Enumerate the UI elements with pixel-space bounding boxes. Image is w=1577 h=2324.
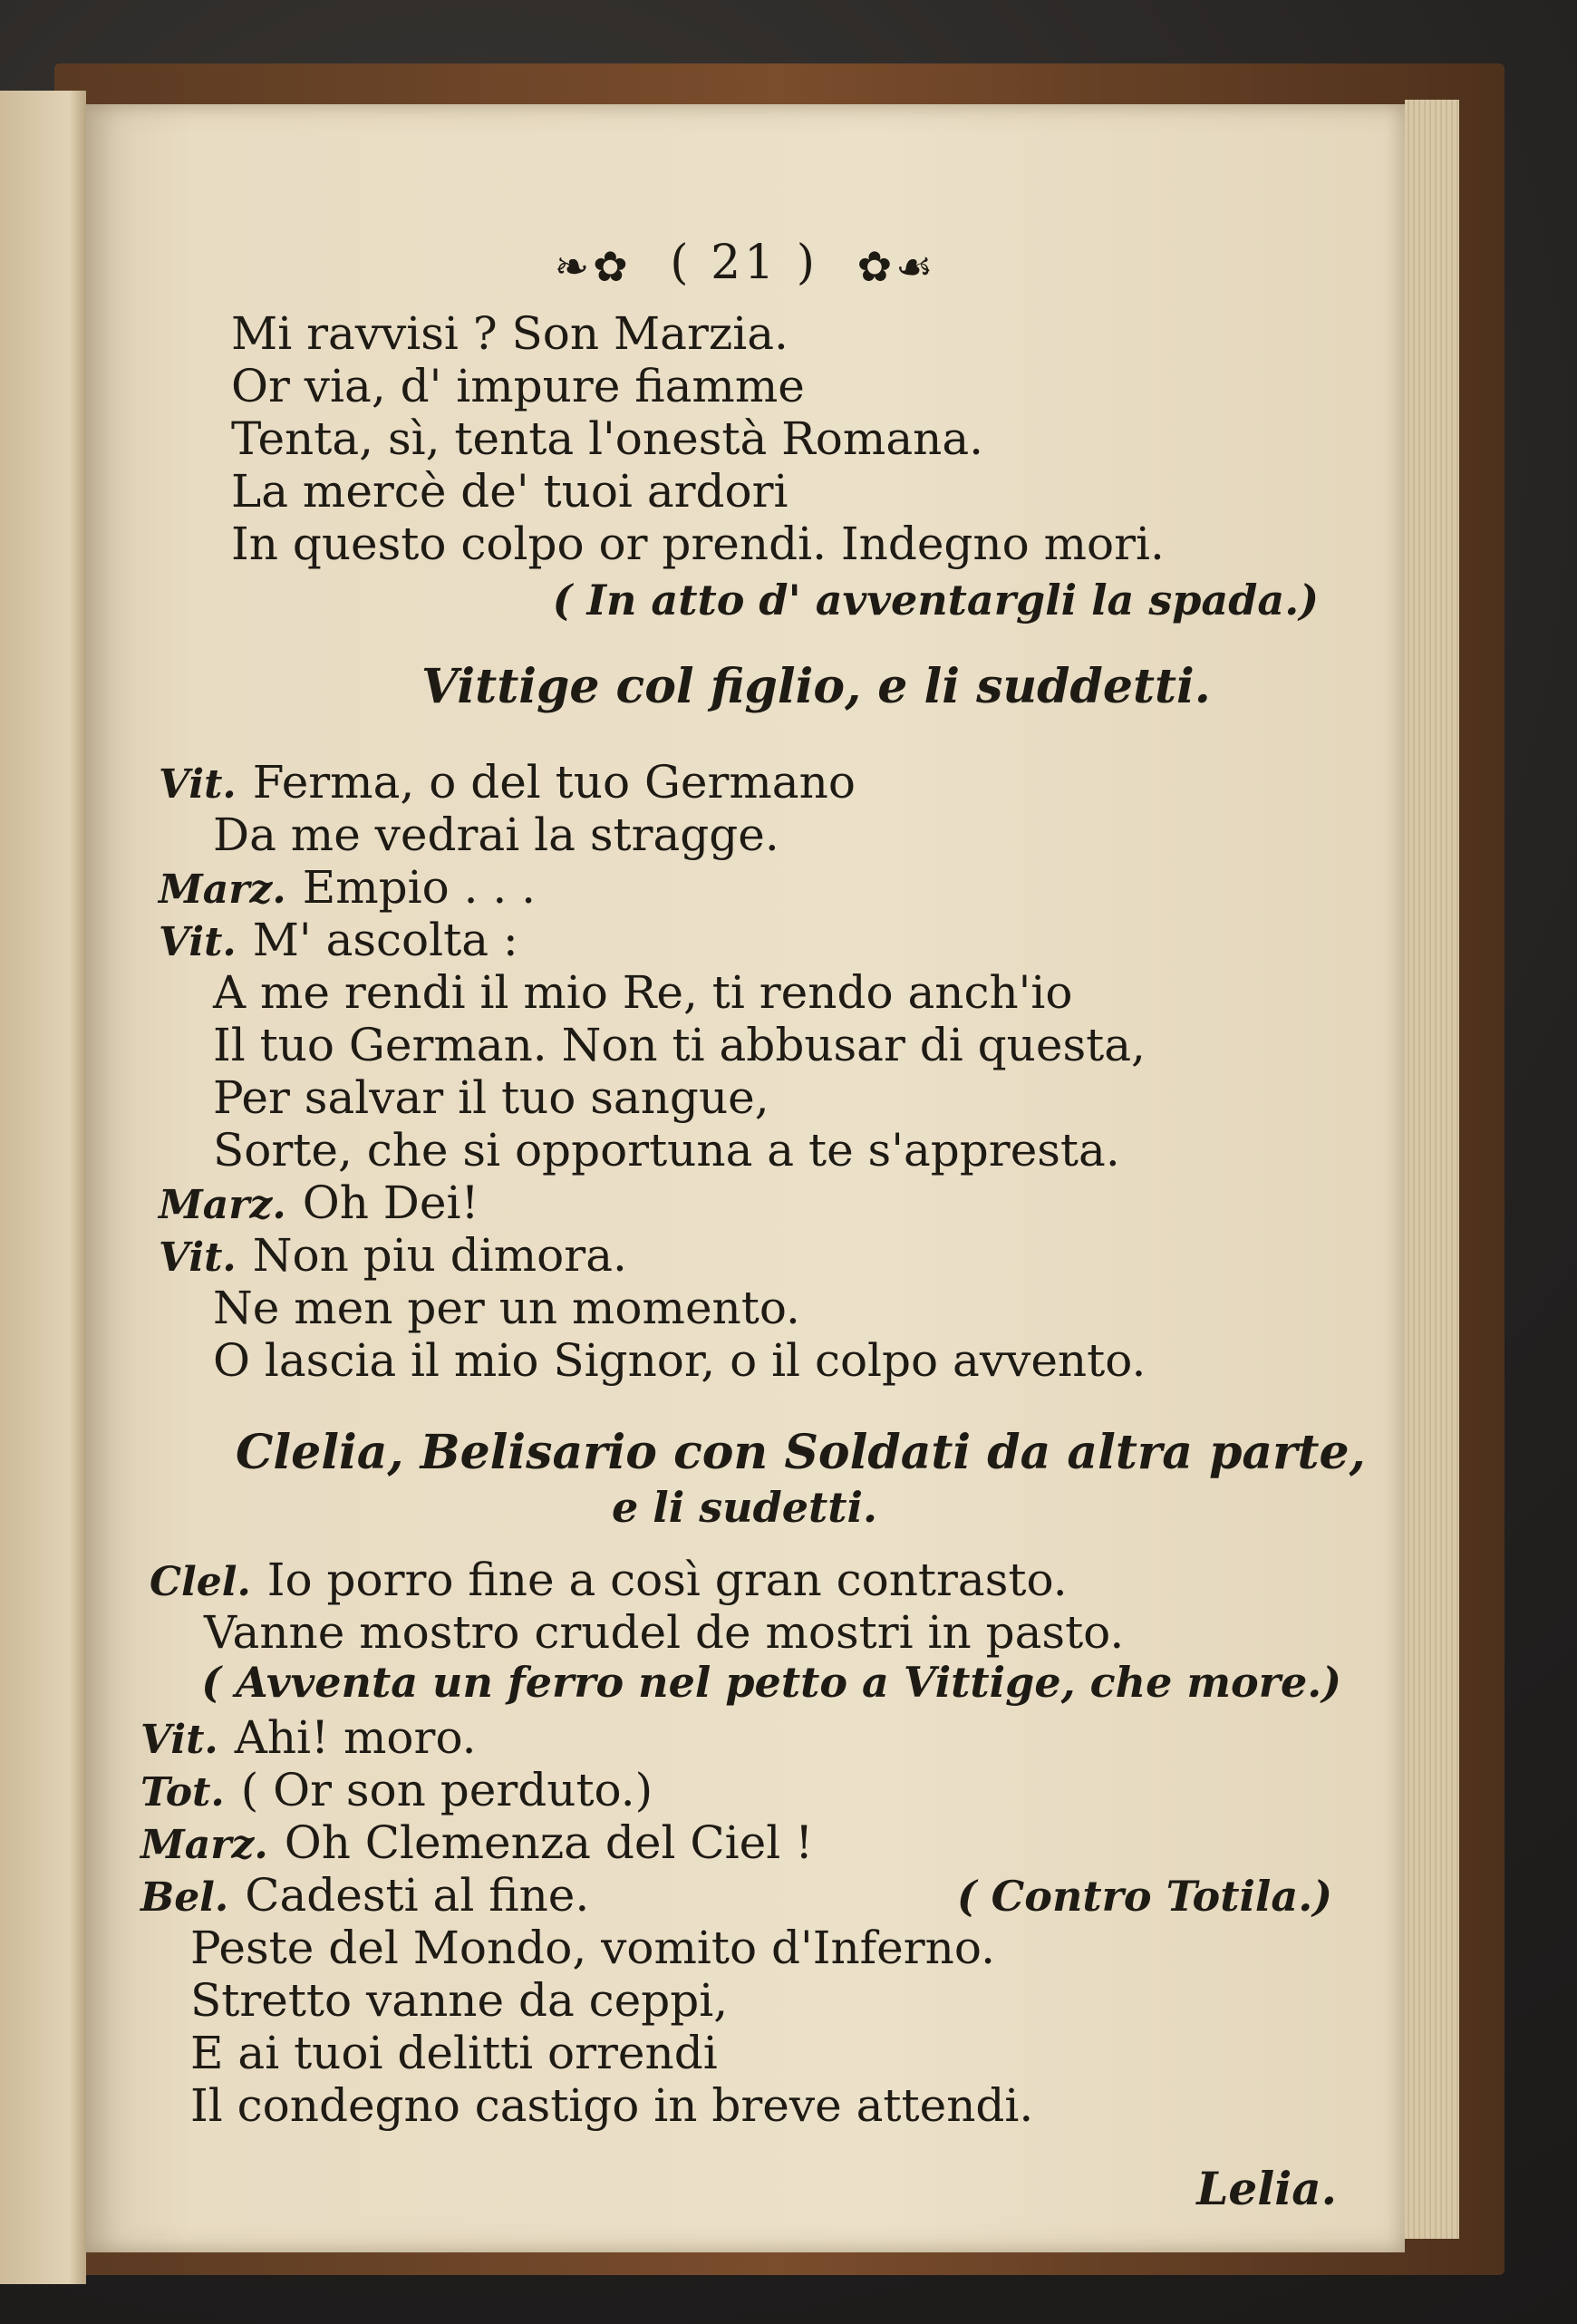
dialogue-line: Per salvar il tuo sangue,: [213, 1071, 769, 1124]
speaker-name: Clel.: [150, 1559, 251, 1605]
speaker-name: Marz.: [159, 1182, 286, 1228]
stage-direction: ( In atto d' avventargli la spada.): [552, 576, 1319, 625]
dialogue-line: Il tuo German. Non ti abbusar di questa,: [213, 1019, 1146, 1071]
dialogue-text: Cadesti al fine.: [245, 1869, 590, 1922]
stage-direction: ( Avventa un ferro nel petto a Vittige, che more.): [201, 1658, 1341, 1707]
dialogue-text: Non piu dimora.: [252, 1229, 627, 1282]
stage-direction: ( Contro Totila.): [956, 1872, 1332, 1921]
dialogue-line: O lascia il mio Signor, o il colpo avvento.: [213, 1334, 1146, 1387]
dialogue-line: [159, 862, 536, 915]
dialogue-line: Stretto vanne da ceppi,: [190, 1974, 729, 2027]
dialogue-line: Peste del Mondo, vomito d'Inferno.: [190, 1922, 995, 1974]
catchword: Lelia.: [1196, 2162, 1337, 2215]
dialogue-line: Vanne mostro crudel de mostri in pasto.: [204, 1606, 1125, 1659]
dialogue-text: Ahi! moro.: [234, 1711, 477, 1764]
dialogue-line: Da me vedrai la stragge.: [213, 809, 779, 861]
dialogue-text: M' ascolta :: [252, 914, 518, 966]
dialogue-line: Ne men per un momento.: [213, 1282, 800, 1334]
dialogue-line: A me rendi il mio Re, ti rendo anch'io: [213, 966, 1073, 1019]
dialogue-text: Io porro fine a così gran contrasto.: [266, 1554, 1068, 1606]
speaker-name: Marz.: [159, 867, 286, 913]
speaker-name: Marz.: [140, 1822, 268, 1868]
dialogue-line: [140, 1765, 653, 1818]
scene-heading: Clelia, Belisario con Soldati da altra parte,: [236, 1425, 1366, 1480]
dialogue-text: Ferma, o del tuo Germano: [252, 756, 856, 809]
scene-heading: e li sudetti.: [612, 1483, 878, 1532]
dialogue-line: [140, 1712, 477, 1766]
dialogue-line: [159, 1177, 479, 1231]
speaker-name: Vit.: [159, 761, 237, 808]
scene-heading: Vittige col figlio, e li suddetti.: [421, 659, 1211, 714]
speaker-name: Bel.: [140, 1874, 229, 1921]
verse-line: In questo colpo or prendi. Indegno mori.: [231, 518, 1165, 570]
verse-line: Or via, d' impure fiamme: [231, 360, 805, 412]
dialogue-text: Oh Clemenza del Ciel !: [284, 1816, 814, 1869]
book-page: [86, 104, 1405, 2252]
verse-line: Tenta, sì, tenta l'onestà Romana.: [231, 412, 984, 465]
ornament-right-icon: ✿☙: [856, 241, 937, 291]
dialogue-line: [159, 915, 518, 968]
left-page-edge: [0, 91, 86, 2284]
speaker-name: Vit.: [159, 1235, 237, 1281]
dialogue-line: Sorte, che si opportuna a te s'appresta.: [213, 1124, 1120, 1177]
dialogue-text: Empio . . .: [302, 861, 537, 914]
dialogue-line: Il condegno castigo in breve attendi.: [190, 2079, 1034, 2132]
dialogue-line: [159, 757, 856, 810]
page-number: ( 21 ): [670, 236, 819, 290]
dialogue-line: [140, 1870, 589, 1923]
speaker-name: Vit.: [159, 919, 237, 965]
dialogue-line: [150, 1554, 1068, 1608]
speaker-name: Tot.: [140, 1769, 225, 1816]
page-stack-edges: [1405, 100, 1459, 2239]
speaker-name: Vit.: [140, 1717, 218, 1763]
verse-line: Mi ravvisi ? Son Marzia.: [231, 307, 788, 360]
page-header: [86, 236, 1405, 291]
dialogue-text: ( Or son perduto.): [240, 1764, 653, 1816]
ornament-left-icon: ❧✿: [554, 241, 632, 291]
dialogue-text: Oh Dei!: [302, 1177, 479, 1229]
dialogue-line: [159, 1230, 627, 1283]
dialogue-line: E ai tuoi delitti orrendi: [190, 2027, 718, 2079]
dialogue-line: [140, 1817, 813, 1871]
verse-line: La mercè de' tuoi ardori: [231, 465, 788, 518]
